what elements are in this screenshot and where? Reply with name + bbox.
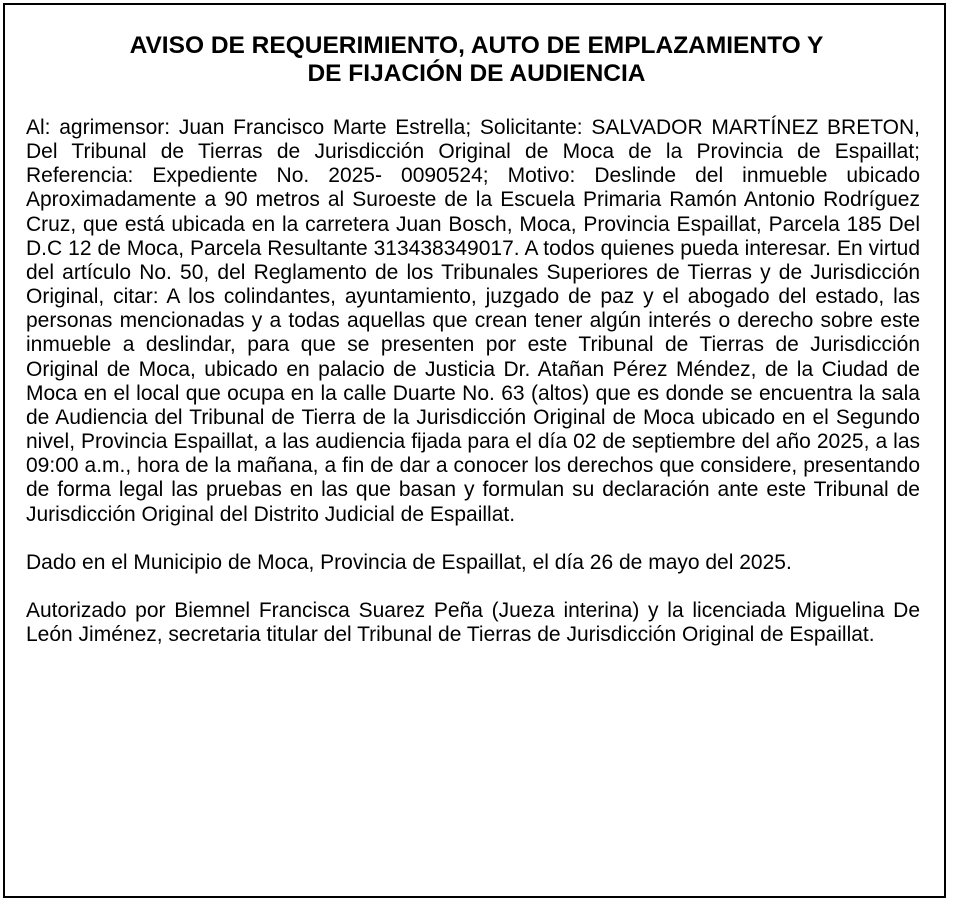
notice-title	[0, 32, 953, 88]
notice-title-line-1: AVISO DE REQUERIMIENTO, AUTO DE EMPLAZAMIENTO Y	[129, 32, 824, 59]
notice-body	[26, 116, 920, 647]
notice-title-line-2: DE FIJACIÓN DE AUDIENCIA	[307, 60, 646, 87]
notice-main-paragraph: Al: agrimensor: Juan Francisco Marte Estrella; Solicitante: SALVADOR MARTÍNEZ BRETON, Del Tribunal de Tierras de Jurisdicción Original de Moca de la Provincia de Espaillat; Referencia: Expediente No. 2025- 0090524; Motivo: Deslinde del inmueble ubicado Aproximadamente a 90 metros al Suroeste de la Escuela Primaria Ramón Antonio Rodríguez Cruz, que está ubicada en la carretera Juan Bosch, Moca, Provincia Espaillat, Parcela 185 Del D.C 12 de Moca, Parcela Resultante 313438349017. A todos quienes pueda interesar. En virtud del artículo No. 50, del Reglamento de los Tribunales Superiores de Tierras y de Jurisdicción Original, citar: A los colindantes, ayuntamiento, juzgado de paz y el abogado del estado, las personas mencionadas y a todas aquellas que crean tener algún interés o derecho sobre este inmueble a deslindar, para que se presenten por este Tribunal de Tierras de Jurisdicción Original de Moca, ubicado en palacio de Justicia Dr. Atañan Pérez Méndez, de la Ciudad de Moca en el local que ocupa en la calle Duarte No. 63 (altos) que es donde se encuentra la sala de Audiencia del Tribunal de Tierra de la Jurisdicción Original de Moca ubicado en el Segundo nivel, Provincia Espaillat, a las audiencia fijada para el día 02 de septiembre del año 2025, a las 09:00 a.m., hora de la mañana, a fin de dar a conocer los derechos que considere, presentando de forma legal las pruebas en las que basan y formulan su declaración ante este Tribunal de Jurisdicción Original del Distrito Judicial de Espaillat.	[26, 116, 920, 526]
notice-date-paragraph: Dado en el Municipio de Moca, Provincia de Espaillat, el día 26 de mayo del 2025.	[26, 550, 792, 574]
notice-authorization-paragraph: Autorizado por Biemnel Francisca Suarez Peña (Jueza interina) y la licenciada Miguelina De León Jiménez, secretaria titular del Tribunal de Tierras de Jurisdicción Original de Espaillat.	[26, 598, 920, 646]
